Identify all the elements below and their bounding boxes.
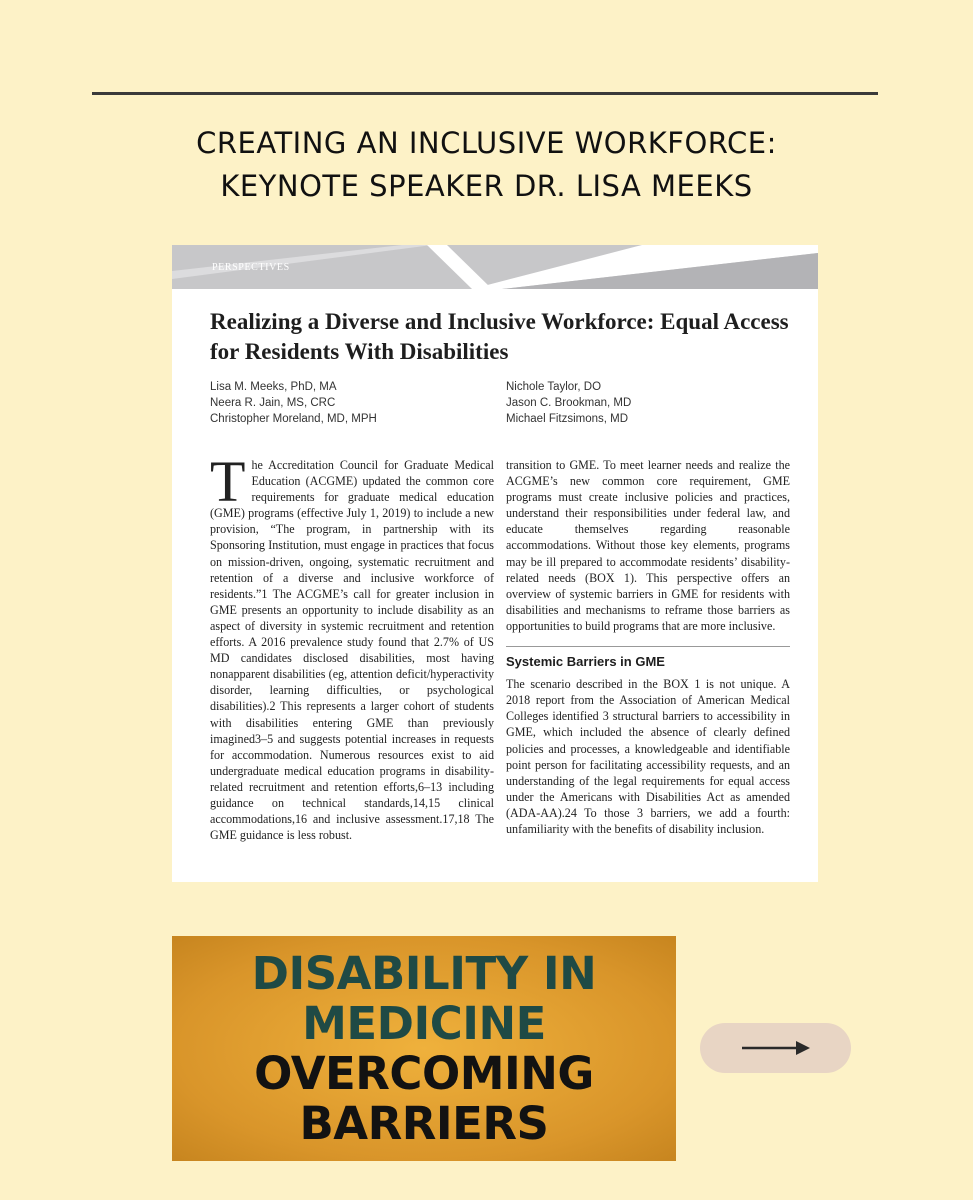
author: Nichole Taylor, DO (506, 381, 602, 393)
article-image (172, 245, 818, 882)
page-title (0, 122, 973, 208)
drop-cap: T (210, 449, 246, 514)
title-line-1: CREATING AN INCLUSIVE WORKFORCE: (196, 126, 777, 160)
body-paragraph: The scenario described in the BOX 1 is not unique. A 2018 report from the Association of American Medical Colleges identified 3 structural barriers to accessibility in GME, which included the absence of clearly defined policies and processes, a knowledgeable and identifiable point person for facilitating accessibility requests, and an understanding of the legal requirements for equal access under the Americans with Disabilities Act as amended (ADA-AA).24 To those 3 barriers, we add a fourth: unfamiliarity with the benefits of disability inclusion. (506, 677, 790, 836)
top-divider (92, 92, 878, 95)
authors-right (506, 379, 631, 427)
author: Michael Fitzsimons, MD (506, 413, 629, 425)
author: Neera R. Jain, MS, CRC (210, 397, 336, 409)
body-paragraph: transition to GME. To meet learner needs and realize the ACGME’s new common core requirement, GME programs must create inclusive policies and practices, understand their responsibilities under federal law, and educate themselves regarding reasonable accommodations. Without those key elements, programs may be ill prepared to accommodate residents’ disability-related needs (BOX 1). This perspective offers an overview of systemic barriers in GME for residents with disabilities and mechanisms to reframe those barriers as opportunities to build programs that are more inclusive. (506, 458, 790, 633)
authors-left (210, 379, 377, 427)
section-label: PERSPECTIVES (212, 262, 290, 273)
title-line-2: KEYNOTE SPEAKER DR. LISA MEEKS (220, 169, 753, 203)
article-title: Realizing a Diverse and Inclusive Workforce: Equal Access for Residents With Disabilities (210, 309, 789, 364)
arrow-right-icon (740, 1039, 812, 1057)
next-button[interactable] (700, 1023, 851, 1073)
promo-line-3: OVERCOMING (254, 1047, 594, 1100)
section-subheading: Systemic Barriers in GME (506, 646, 790, 670)
promo-line-4: BARRIERS (299, 1097, 549, 1150)
article-banner (172, 245, 818, 289)
body-paragraph: he Accreditation Council for Graduate Medical Education (ACGME) updated the common core requirements for graduate medical education (GME) programs (effective July 1, 2019) to include a new provision, “The program, in partnership with its Sponsoring Institution, must engage in practices that focus on mission-driven, ongoing, systematic recruitment and retention of a diverse and inclusive workforce of residents.”1 The ACGME’s call for greater inclusion in GME presents an opportunity to include disability as an aspect of diversity in systemic recruitment and retention efforts. A 2016 prevalence study found that 2.7% of US MD candidates disclosed disabilities, most having nonapparent disabilities (eg, attention deficit/hyperactivity disorder, learning difficulties, or psychological disabilities).2 This represents a larger cohort of students with disabilities entering GME than previously imagined3–5 and suggests potential increases in requests for accommodation. Numerous resources exist to aid undergraduate medical education programs in disability-related recruitment and retention efforts,6–13 including guidance on technical standards,14,15 clinical accommodations,16 and inclusive assessment.17,18 The GME guidance is less robust. (210, 458, 494, 843)
promo-line-2: MEDICINE (302, 997, 546, 1050)
promo-line-1: DISABILITY IN (251, 947, 597, 1000)
article-column-right (506, 457, 790, 837)
article-column-left (210, 449, 494, 843)
author: Jason C. Brookman, MD (506, 397, 632, 409)
disability-medicine-banner (172, 936, 676, 1161)
author: Christopher Moreland, MD, MPH (210, 413, 377, 425)
author: Lisa M. Meeks, PhD, MA (210, 381, 337, 393)
